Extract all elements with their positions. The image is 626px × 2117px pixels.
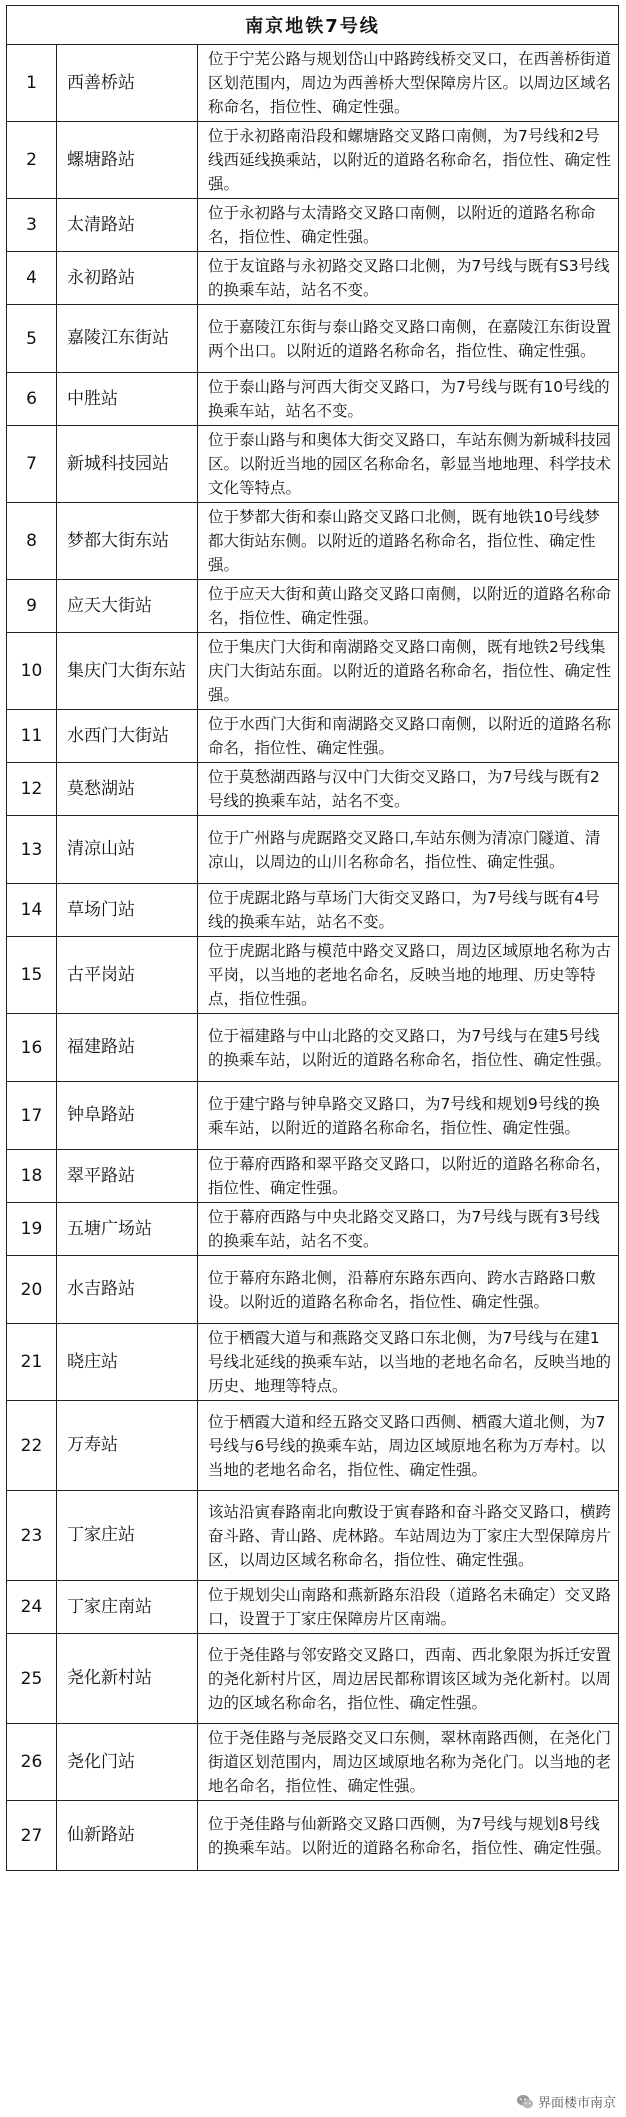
station-description: 位于泰山路与和奥体大街交叉路口，车站东侧为新城科技园区。以附近当地的园区名称命名，彰显当地地理、科学技术文化等特点。 [198, 426, 619, 503]
table-row [7, 199, 619, 252]
station-name: 福建路站 [57, 1014, 198, 1082]
table-row [7, 710, 619, 763]
table-row [7, 1256, 619, 1324]
station-number: 17 [7, 1082, 57, 1150]
station-description: 位于友谊路与永初路交叉路口北侧，为7号线与既有S3号线的换乘车站，站名不变。 [198, 252, 619, 305]
station-name: 尧化新村站 [57, 1634, 198, 1724]
watermark [516, 2092, 616, 2111]
table-row [7, 45, 619, 122]
station-description: 位于宁芜公路与规划岱山中路跨线桥交叉口，在西善桥街道区划范围内，周边为西善桥大型保障房片区。以周边区域名称命名，指位性、确定性强。 [198, 45, 619, 122]
station-name: 草场门站 [57, 884, 198, 937]
station-number: 9 [7, 580, 57, 633]
station-name: 清凉山站 [57, 816, 198, 884]
station-number: 18 [7, 1150, 57, 1203]
station-number: 23 [7, 1491, 57, 1581]
station-description: 位于福建路与中山北路的交叉路口，为7号线与在建5号线的换乘车站，以附近的道路名称命名，指位性、确定性强。 [198, 1014, 619, 1082]
station-description: 位于建宁路与钟阜路交叉路口，为7号线和规划9号线的换乘车站，以附近的道路名称命名，指位性、确定性强。 [198, 1082, 619, 1150]
station-name: 应天大街站 [57, 580, 198, 633]
station-number: 24 [7, 1581, 57, 1634]
table-row [7, 503, 619, 580]
station-description: 位于幕府东路北侧，沿幕府东路东西向、跨水吉路路口敷设。以附近的道路名称命名，指位性、确定性强。 [198, 1256, 619, 1324]
table-row [7, 580, 619, 633]
table-row [7, 1150, 619, 1203]
table-row [7, 1491, 619, 1581]
table-row [7, 937, 619, 1014]
station-name: 嘉陵江东街站 [57, 305, 198, 373]
station-description: 位于虎踞北路与模范中路交叉路口，周边区域原地名称为古平岗，以当地的老地名命名，反映当地的地理、历史等特点，指位性强。 [198, 937, 619, 1014]
table-row [7, 122, 619, 199]
table-row [7, 1801, 619, 1871]
table-row [7, 1724, 619, 1801]
station-description: 位于规划尖山南路和燕新路东沿段（道路名未确定）交叉路口，设置于丁家庄保障房片区南端。 [198, 1581, 619, 1634]
station-description: 位于广州路与虎踞路交叉路口,车站东侧为清凉门隧道、清凉山，以周边的山川名称命名，指位性、确定性强。 [198, 816, 619, 884]
station-number: 25 [7, 1634, 57, 1724]
station-number: 20 [7, 1256, 57, 1324]
table-row [7, 1203, 619, 1256]
station-name: 水吉路站 [57, 1256, 198, 1324]
watermark-text: 界面楼市南京 [537, 2096, 616, 2111]
station-number: 3 [7, 199, 57, 252]
station-number: 11 [7, 710, 57, 763]
station-number: 26 [7, 1724, 57, 1801]
station-name: 太清路站 [57, 199, 198, 252]
table-title-row [7, 6, 619, 45]
station-name: 新城科技园站 [57, 426, 198, 503]
station-description: 位于栖霞大道和经五路交叉路口西侧、栖霞大道北侧，为7号线与6号线的换乘车站，周边区域原地名称为万寿村。以当地的老地名命名，指位性、确定性强。 [198, 1401, 619, 1491]
station-description: 位于尧佳路与仙新路交叉路口西侧，为7号线与规划8号线的换乘车站。以附近的道路名称命名，指位性、确定性强。 [198, 1801, 619, 1871]
station-number: 13 [7, 816, 57, 884]
table-row [7, 305, 619, 373]
station-description: 位于永初路南沿段和螺塘路交叉路口南侧，为7号线和2号线西延线换乘站，以附近的道路名称命名，指位性、确定性强。 [198, 122, 619, 199]
station-description: 位于嘉陵江东街与泰山路交叉路口南侧，在嘉陵江东街设置两个出口。以附近的道路名称命名，指位性、确定性强。 [198, 305, 619, 373]
station-description: 位于水西门大街和南湖路交叉路口南侧，以附近的道路名称命名，指位性、确定性强。 [198, 710, 619, 763]
table-row [7, 373, 619, 426]
station-description: 位于幕府西路与中央北路交叉路口，为7号线与既有3号线的换乘车站，站名不变。 [198, 1203, 619, 1256]
table-row [7, 1324, 619, 1401]
station-name: 丁家庄南站 [57, 1581, 198, 1634]
station-name: 水西门大街站 [57, 710, 198, 763]
station-name: 古平岗站 [57, 937, 198, 1014]
station-name: 西善桥站 [57, 45, 198, 122]
station-description: 位于永初路与太清路交叉路口南侧，以附近的道路名称命名，指位性、确定性强。 [198, 199, 619, 252]
station-description: 位于梦都大街和泰山路交叉路口北侧，既有地铁10号线梦都大街站东侧。以附近的道路名称命名，指位性、确定性强。 [198, 503, 619, 580]
table-row [7, 1401, 619, 1491]
station-name: 集庆门大街东站 [57, 633, 198, 710]
station-name: 钟阜路站 [57, 1082, 198, 1150]
station-number: 4 [7, 252, 57, 305]
station-number: 2 [7, 122, 57, 199]
station-number: 1 [7, 45, 57, 122]
station-name: 翠平路站 [57, 1150, 198, 1203]
station-description: 位于栖霞大道与和燕路交叉路口东北侧，为7号线与在建1号线北延线的换乘车站，以当地的老地名命名，反映当地的历史、地理等特点。 [198, 1324, 619, 1401]
station-name: 五塘广场站 [57, 1203, 198, 1256]
station-number: 12 [7, 763, 57, 816]
table-row [7, 816, 619, 884]
station-name: 万寿站 [57, 1401, 198, 1491]
station-number: 22 [7, 1401, 57, 1491]
station-description: 位于莫愁湖西路与汉中门大街交叉路口，为7号线与既有2号线的换乘车站，站名不变。 [198, 763, 619, 816]
table-row [7, 633, 619, 710]
station-description: 位于泰山路与河西大街交叉路口，为7号线与既有10号线的换乘车站，站名不变。 [198, 373, 619, 426]
station-description: 位于幕府西路和翠平路交叉路口，以附近的道路名称命名，指位性、确定性强。 [198, 1150, 619, 1203]
table-row [7, 252, 619, 305]
station-description: 位于集庆门大街和南湖路交叉路口南侧，既有地铁2号线集庆门大街站东面。以附近的道路名称命名，指位性、确定性强。 [198, 633, 619, 710]
table-row [7, 1634, 619, 1724]
station-number: 7 [7, 426, 57, 503]
station-description: 位于虎踞北路与草场门大街交叉路口，为7号线与既有4号线的换乘车站，站名不变。 [198, 884, 619, 937]
station-name: 螺塘路站 [57, 122, 198, 199]
station-description: 位于尧佳路与邻安路交叉路口，西南、西北象限为拆迁安置的尧化新村片区，周边居民都称谓该区域为尧化新村。以周边的区域名称命名，指位性、确定性强。 [198, 1634, 619, 1724]
station-number: 8 [7, 503, 57, 580]
station-table [6, 5, 619, 1871]
table-row [7, 1014, 619, 1082]
station-name: 尧化门站 [57, 1724, 198, 1801]
station-number: 10 [7, 633, 57, 710]
station-description: 该站沿寅春路南北向敷设于寅春路和奋斗路交叉路口，横跨奋斗路、青山路、虎林路。车站周边为丁家庄大型保障房片区，以周边区域名称命名，指位性、确定性强。 [198, 1491, 619, 1581]
table-row [7, 763, 619, 816]
station-name: 中胜站 [57, 373, 198, 426]
station-number: 21 [7, 1324, 57, 1401]
table-title: 南京地铁7号线 [7, 6, 619, 45]
table-row [7, 884, 619, 937]
document [6, 5, 618, 1871]
station-number: 15 [7, 937, 57, 1014]
station-number: 27 [7, 1801, 57, 1871]
wechat-logo-icon [516, 2093, 534, 2111]
station-name: 永初路站 [57, 252, 198, 305]
table-row [7, 1082, 619, 1150]
station-number: 6 [7, 373, 57, 426]
station-number: 5 [7, 305, 57, 373]
table-row [7, 426, 619, 503]
station-number: 19 [7, 1203, 57, 1256]
station-number: 16 [7, 1014, 57, 1082]
station-name: 仙新路站 [57, 1801, 198, 1871]
station-name: 梦都大街东站 [57, 503, 198, 580]
table-row [7, 1581, 619, 1634]
station-name: 莫愁湖站 [57, 763, 198, 816]
station-description: 位于尧佳路与尧辰路交叉口东侧，翠林南路西侧，在尧化门街道区划范围内，周边区域原地名称为尧化门。以当地的老地名命名，指位性、确定性强。 [198, 1724, 619, 1801]
station-name: 丁家庄站 [57, 1491, 198, 1581]
station-name: 晓庄站 [57, 1324, 198, 1401]
station-description: 位于应天大街和黄山路交叉路口南侧，以附近的道路名称命名，指位性、确定性强。 [198, 580, 619, 633]
station-number: 14 [7, 884, 57, 937]
